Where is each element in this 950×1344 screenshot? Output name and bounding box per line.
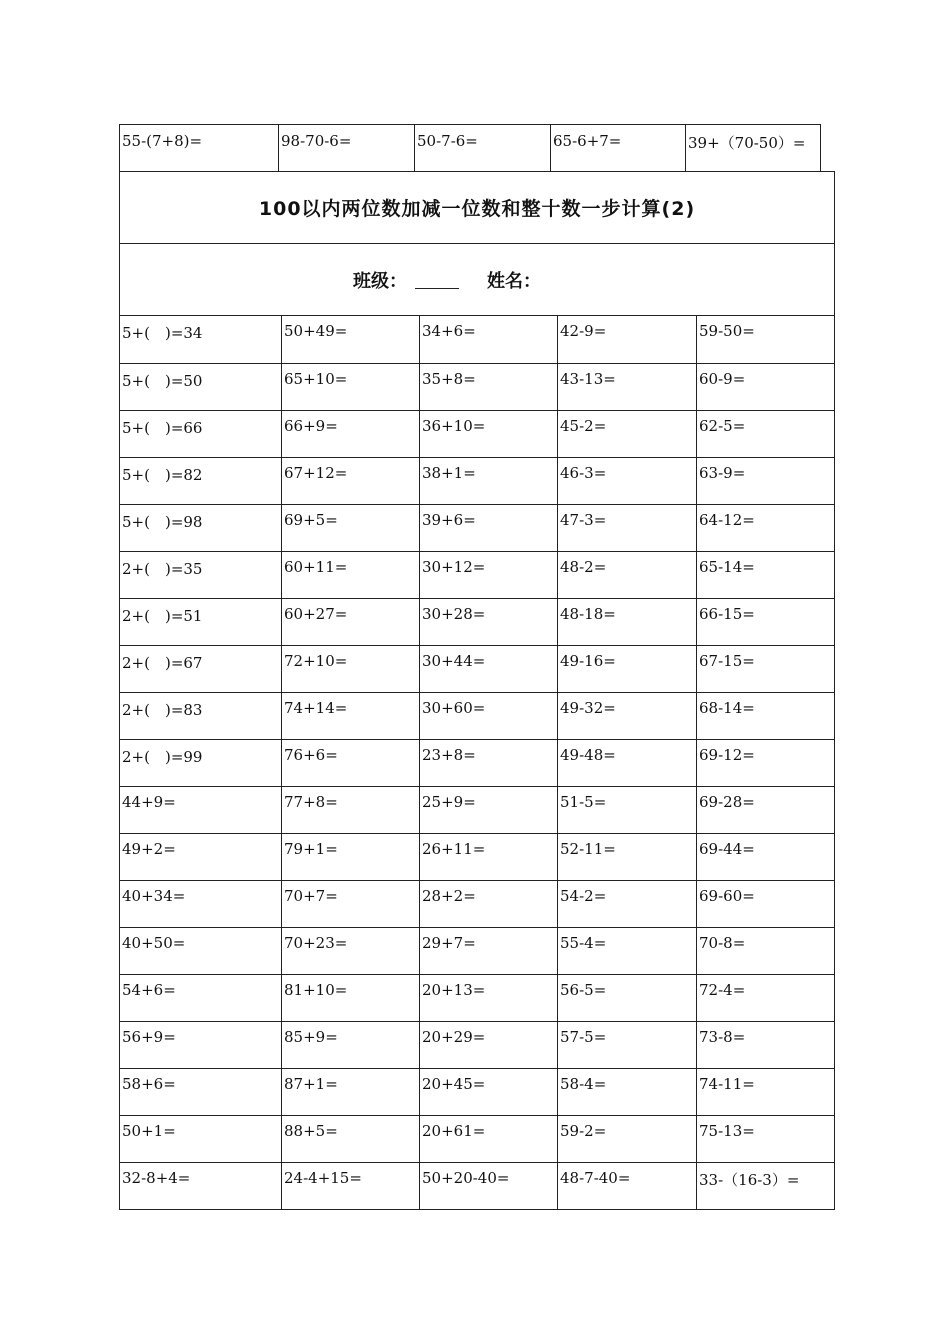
- problem-cell: 23+8=: [419, 740, 557, 786]
- problem-cell: 69-60=: [696, 881, 834, 927]
- previous-page-row: [119, 124, 821, 172]
- problem-cell: 65-14=: [696, 552, 834, 598]
- problem-cell: 40+34=: [122, 887, 186, 905]
- problem-cell: 55-(7+8)=: [119, 125, 278, 172]
- table-row: [120, 410, 834, 457]
- problem-cell: 77+8=: [281, 787, 419, 833]
- problem-cell: 25+9=: [419, 787, 557, 833]
- problem-cell: 56+9=: [122, 1028, 176, 1046]
- problem-cell: 39+（70-50）=: [685, 125, 821, 172]
- problem-cell: 30+44=: [419, 646, 557, 692]
- problem-cell: 57-5=: [557, 1022, 696, 1068]
- problem-cell: 88+5=: [281, 1116, 419, 1162]
- problem-cell: 20+29=: [419, 1022, 557, 1068]
- table-row: [120, 1162, 834, 1209]
- problem-cell: 60+27=: [281, 599, 419, 645]
- worksheet-title: 100以内两位数加减一位数和整十数一步计算(2): [120, 171, 834, 243]
- problem-cell: 20+61=: [419, 1116, 557, 1162]
- problem-cell: 69-28=: [696, 787, 834, 833]
- table-row: [120, 880, 834, 927]
- problem-cell: 32-8+4=: [122, 1169, 191, 1187]
- problem-cell: 2+( )=51: [122, 607, 203, 625]
- problem-cell: 49+2=: [122, 840, 176, 858]
- table-row: [120, 457, 834, 504]
- problem-cell: 2+( )=83: [122, 701, 203, 719]
- problem-cell: 76+6=: [281, 740, 419, 786]
- student-info-row: [120, 243, 834, 315]
- problem-cell: 48-2=: [557, 552, 696, 598]
- table-row: [120, 927, 834, 974]
- table-row: [120, 739, 834, 786]
- problem-cell: 51-5=: [557, 787, 696, 833]
- problem-cell: 29+7=: [419, 928, 557, 974]
- table-row: [120, 551, 834, 598]
- problem-cell: 47-3=: [557, 505, 696, 551]
- problem-cell: 75-13=: [696, 1116, 834, 1162]
- problem-cell: 81+10=: [281, 975, 419, 1021]
- problem-cell: 69-12=: [696, 740, 834, 786]
- table-row: [120, 692, 834, 739]
- problem-cell: 39+6=: [419, 505, 557, 551]
- problem-cell: 49-32=: [557, 693, 696, 739]
- problem-cell: 69-44=: [696, 834, 834, 880]
- problem-cell: 50+49=: [281, 316, 419, 363]
- problem-cell: 74-11=: [696, 1069, 834, 1115]
- problem-cell: 2+( )=35: [122, 560, 203, 578]
- problem-cell: 5+( )=98: [122, 513, 203, 531]
- problem-cell: 72+10=: [281, 646, 419, 692]
- problem-cell: 36+10=: [419, 411, 557, 457]
- problem-cell: 58+6=: [122, 1075, 176, 1093]
- problem-cell: 85+9=: [281, 1022, 419, 1068]
- class-blank[interactable]: [415, 270, 459, 289]
- problem-cell: 59-50=: [696, 316, 834, 363]
- table-row: [120, 363, 834, 410]
- problem-cell: 26+11=: [419, 834, 557, 880]
- table-row: [120, 1068, 834, 1115]
- table-row: [120, 645, 834, 692]
- problem-cell: 50+1=: [122, 1122, 176, 1140]
- problem-cell: 56-5=: [557, 975, 696, 1021]
- problem-cell: 67-15=: [696, 646, 834, 692]
- problem-cell: 65-6+7=: [550, 125, 685, 172]
- problem-cell: 54+6=: [122, 981, 176, 999]
- problem-cell: 68-14=: [696, 693, 834, 739]
- problem-cell: 70-8=: [696, 928, 834, 974]
- name-label: 姓名：: [487, 270, 541, 292]
- problem-cell: 5+( )=66: [122, 419, 203, 437]
- problem-cell: 5+( )=50: [122, 372, 203, 390]
- problem-cell: 35+8=: [419, 364, 557, 410]
- problem-cell: 70+23=: [281, 928, 419, 974]
- problem-cell: 70+7=: [281, 881, 419, 927]
- problem-cell: 42-9=: [557, 316, 696, 363]
- problem-cell: 30+12=: [419, 552, 557, 598]
- problem-cell: 33-（16-3）=: [696, 1163, 834, 1209]
- problem-cell: 34+6=: [419, 316, 557, 363]
- problem-cell: 55-4=: [557, 928, 696, 974]
- problem-cell: 62-5=: [696, 411, 834, 457]
- table-row: [120, 833, 834, 880]
- problem-cell: 50-7-6=: [414, 125, 550, 172]
- problem-cell: 46-3=: [557, 458, 696, 504]
- problem-cell: 74+14=: [281, 693, 419, 739]
- problem-cell: 30+28=: [419, 599, 557, 645]
- problem-cell: 66-15=: [696, 599, 834, 645]
- table-row: [120, 1021, 834, 1068]
- problem-cell: 48-18=: [557, 599, 696, 645]
- problem-cell: 5+( )=82: [122, 466, 203, 484]
- problem-cell: 52-11=: [557, 834, 696, 880]
- class-label: 班级：: [353, 270, 407, 292]
- table-row: [120, 1115, 834, 1162]
- problem-cell: 20+45=: [419, 1069, 557, 1115]
- problem-cell: 2+( )=67: [122, 654, 203, 672]
- problem-cell: 2+( )=99: [122, 748, 203, 766]
- problem-cell: 63-9=: [696, 458, 834, 504]
- worksheet-table: [119, 171, 835, 1210]
- problem-cell: 69+5=: [281, 505, 419, 551]
- problem-cell: 73-8=: [696, 1022, 834, 1068]
- table-row: [120, 974, 834, 1021]
- problem-cell: 30+60=: [419, 693, 557, 739]
- problem-cell: 44+9=: [122, 793, 176, 811]
- problem-cell: 60+11=: [281, 552, 419, 598]
- problem-cell: 48-7-40=: [557, 1163, 696, 1209]
- problem-cell: 98-70-6=: [278, 125, 414, 172]
- problem-cell: 79+1=: [281, 834, 419, 880]
- problem-cell: 67+12=: [281, 458, 419, 504]
- problem-cell: 66+9=: [281, 411, 419, 457]
- table-row: [120, 316, 834, 363]
- problem-cell: 87+1=: [281, 1069, 419, 1115]
- problem-cell: 28+2=: [419, 881, 557, 927]
- table-row: [120, 786, 834, 833]
- problem-cell: 20+13=: [419, 975, 557, 1021]
- problem-cell: 72-4=: [696, 975, 834, 1021]
- problem-cell: 38+1=: [419, 458, 557, 504]
- problem-cell: 64-12=: [696, 505, 834, 551]
- problem-cell: 65+10=: [281, 364, 419, 410]
- problem-cell: 49-16=: [557, 646, 696, 692]
- problem-cell: 54-2=: [557, 881, 696, 927]
- table-row: [120, 504, 834, 551]
- problem-cell: 58-4=: [557, 1069, 696, 1115]
- problem-cell: 43-13=: [557, 364, 696, 410]
- problem-cell: 45-2=: [557, 411, 696, 457]
- problem-grid: [120, 315, 834, 1209]
- problem-cell: 49-48=: [557, 740, 696, 786]
- problem-cell: 60-9=: [696, 364, 834, 410]
- table-row: [120, 598, 834, 645]
- problem-cell: 24-4+15=: [281, 1163, 419, 1209]
- problem-cell: 40+50=: [122, 934, 186, 952]
- problem-cell: 59-2=: [557, 1116, 696, 1162]
- problem-cell: 50+20-40=: [419, 1163, 557, 1209]
- problem-cell: 5+( )=34: [122, 324, 203, 342]
